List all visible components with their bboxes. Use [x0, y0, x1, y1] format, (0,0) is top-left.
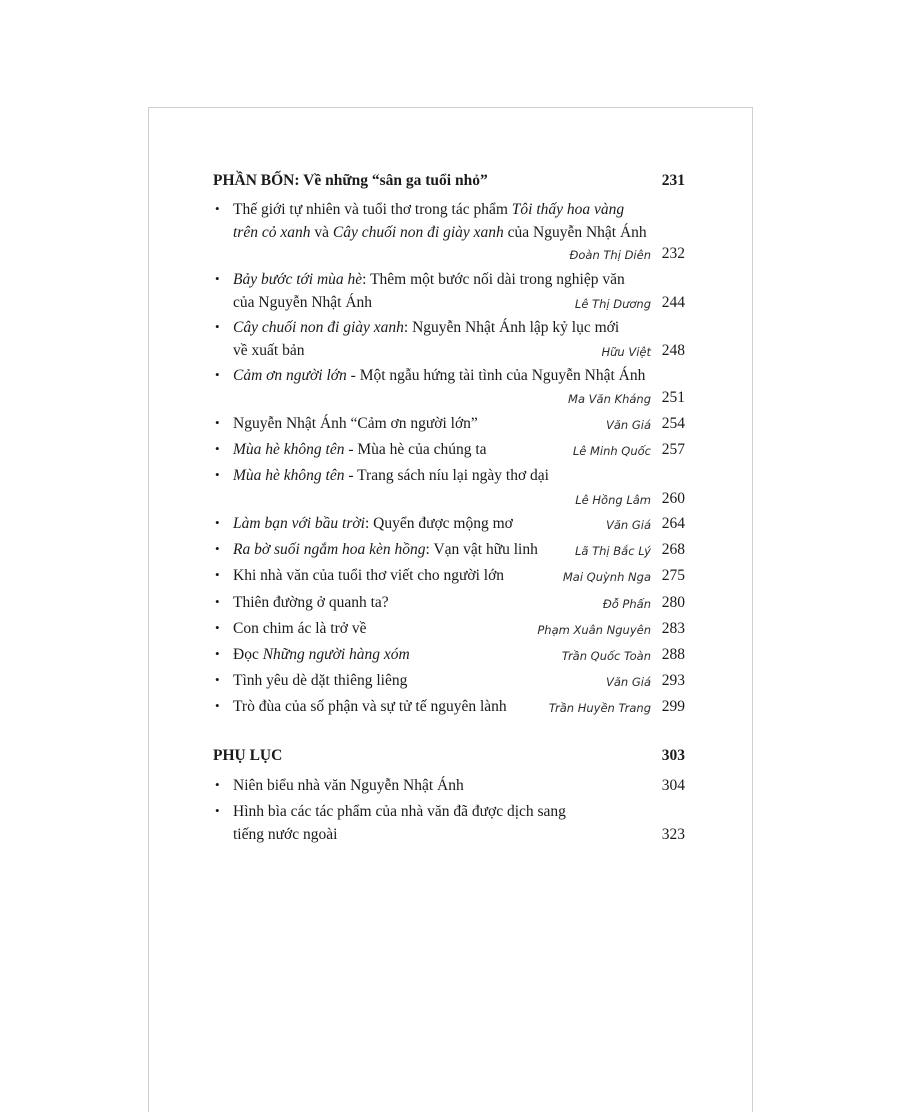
entry-author: Lã Thị Bắc Lý [575, 544, 651, 558]
entry-title: Hình bìa các tác phẩm của nhà văn đã được dịch sang [233, 803, 566, 820]
entry-title-italic: Ra bờ suối ngắm hoa kèn hồng [233, 541, 426, 558]
entry-title: Nguyễn Nhật Ánh “Cảm ơn người lớn” [233, 415, 478, 432]
entry-title: về xuất bản [233, 342, 305, 359]
bullet: • [215, 620, 220, 635]
entry-page-number: 248 [661, 342, 685, 359]
entry-page-number: 293 [661, 672, 685, 689]
entry-page-number: 251 [661, 389, 685, 406]
entry-title-italic: Bảy bước tới mùa hè [233, 271, 363, 288]
section-page-number: 231 [661, 172, 685, 189]
entry-title: Đọc [233, 646, 263, 663]
bullet: • [215, 319, 220, 334]
entry-page-number: 264 [661, 515, 685, 532]
entry-author: Lê Thị Dương [574, 297, 651, 311]
bullet: • [215, 201, 220, 216]
entry-author: Mai Quỳnh Nga [562, 570, 651, 584]
entry-author: Hữu Việt [601, 345, 651, 359]
entry-page-number: 232 [661, 245, 685, 262]
entry-page-number: 275 [661, 567, 685, 584]
entry-title: và [310, 224, 333, 241]
entry-author: Văn Giá [605, 675, 651, 689]
entry-title: Thế giới tự nhiên và tuổi thơ trong tác phẩm [233, 201, 512, 218]
entry-title: : Quyển được mộng mơ [364, 515, 513, 532]
entry-title: : Vạn vật hữu linh [425, 541, 538, 558]
section-heading [213, 172, 685, 190]
appendix-heading [213, 747, 685, 765]
entry-title-italic: Cây chuối non đi giày xanh [332, 224, 504, 241]
entry-title-italic: Cây chuối non đi giày xanh [233, 319, 404, 336]
entry-title: : Thêm một bước nối dài trong nghiệp văn [362, 271, 625, 288]
entry-title-italic: Cảm ơn người lớn [233, 367, 347, 384]
entry-title-italic: Làm bạn với bầu trời [233, 515, 365, 532]
entry-title: Con chim ác là trở về [233, 620, 367, 637]
bullet: • [215, 441, 220, 456]
entry-title: Thiên đường ở quanh ta? [233, 594, 389, 611]
entry-title: Niên biểu nhà văn Nguyễn Nhật Ánh [233, 777, 464, 794]
entry-page-number: 254 [661, 415, 685, 432]
entry-author: Lê Minh Quốc [572, 444, 651, 458]
entry-title: của Nguyễn Nhật Ánh [233, 294, 373, 311]
entry-author: Văn Giá [605, 418, 651, 432]
bullet: • [215, 698, 220, 713]
appendix-page-number: 303 [661, 747, 685, 764]
entry-page-number: 268 [661, 541, 685, 558]
entry-title-italic: Tôi thấy hoa vàng [511, 201, 625, 218]
entry-author: Đỗ Phấn [602, 597, 651, 611]
entry-title-italic: Những người hàng xóm [262, 646, 410, 663]
bullet: • [215, 594, 220, 609]
entry-author: Đoàn Thị Diên [569, 248, 651, 262]
entry-title: tiếng nước ngoài [233, 826, 338, 843]
entry-page-number: 323 [661, 826, 685, 843]
entry-title: của Nguyễn Nhật Ánh [503, 224, 647, 241]
entry-title: - Một ngẫu hứng tài tình của Nguyễn Nhật Ánh [346, 367, 646, 384]
entry-title: Trò đùa của số phận và sự tử tế nguyên lành [233, 698, 507, 715]
entry-author: Trần Quốc Toàn [561, 649, 651, 663]
entry-title: : Nguyễn Nhật Ánh lập kỷ lục mới [403, 319, 620, 336]
bullet: • [215, 672, 220, 687]
bullet: • [215, 567, 220, 582]
entry-author: Trần Huyền Trang [548, 701, 651, 715]
bullet: • [215, 646, 220, 661]
entry-title: Khi nhà văn của tuổi thơ viết cho người lớn [233, 567, 505, 584]
entry-title: - Mùa hè của chúng ta [344, 441, 487, 458]
bullet: • [215, 271, 220, 286]
entry-author: Văn Giá [605, 518, 651, 532]
bullet: • [215, 467, 220, 482]
entry-page-number: 257 [661, 441, 685, 458]
appendix-title: PHỤ LỤC [213, 747, 283, 764]
entry-page-number: 260 [661, 490, 685, 507]
entry-title-italic: Mùa hè không tên [233, 441, 345, 458]
bullet: • [215, 367, 220, 382]
bullet: • [215, 515, 220, 530]
entry-author: Lê Hồng Lâm [575, 493, 651, 507]
entry-page-number: 280 [661, 594, 685, 611]
entry-page-number: 244 [661, 294, 685, 311]
entry-title-italic: Mùa hè không tên [233, 467, 345, 484]
bullet: • [215, 415, 220, 430]
bullet: • [215, 777, 220, 792]
bullet: • [215, 541, 220, 556]
entry-author: Phạm Xuân Nguyên [537, 623, 651, 637]
entry-page-number: 288 [661, 646, 685, 663]
entry-title-italic: trên cỏ xanh [233, 224, 311, 241]
entry-page-number: 304 [661, 777, 685, 794]
entry-author: Ma Văn Kháng [568, 392, 651, 406]
section-title: PHẦN BỐN: Về những “sân ga tuổi nhỏ” [213, 172, 488, 189]
entry-title: - Trang sách níu lại ngày thơ dại [344, 467, 549, 484]
entry-page-number: 299 [661, 698, 685, 715]
entry-title: Tình yêu dè dặt thiêng liêng [233, 672, 408, 689]
bullet: • [215, 803, 220, 818]
entry-page-number: 283 [661, 620, 685, 637]
